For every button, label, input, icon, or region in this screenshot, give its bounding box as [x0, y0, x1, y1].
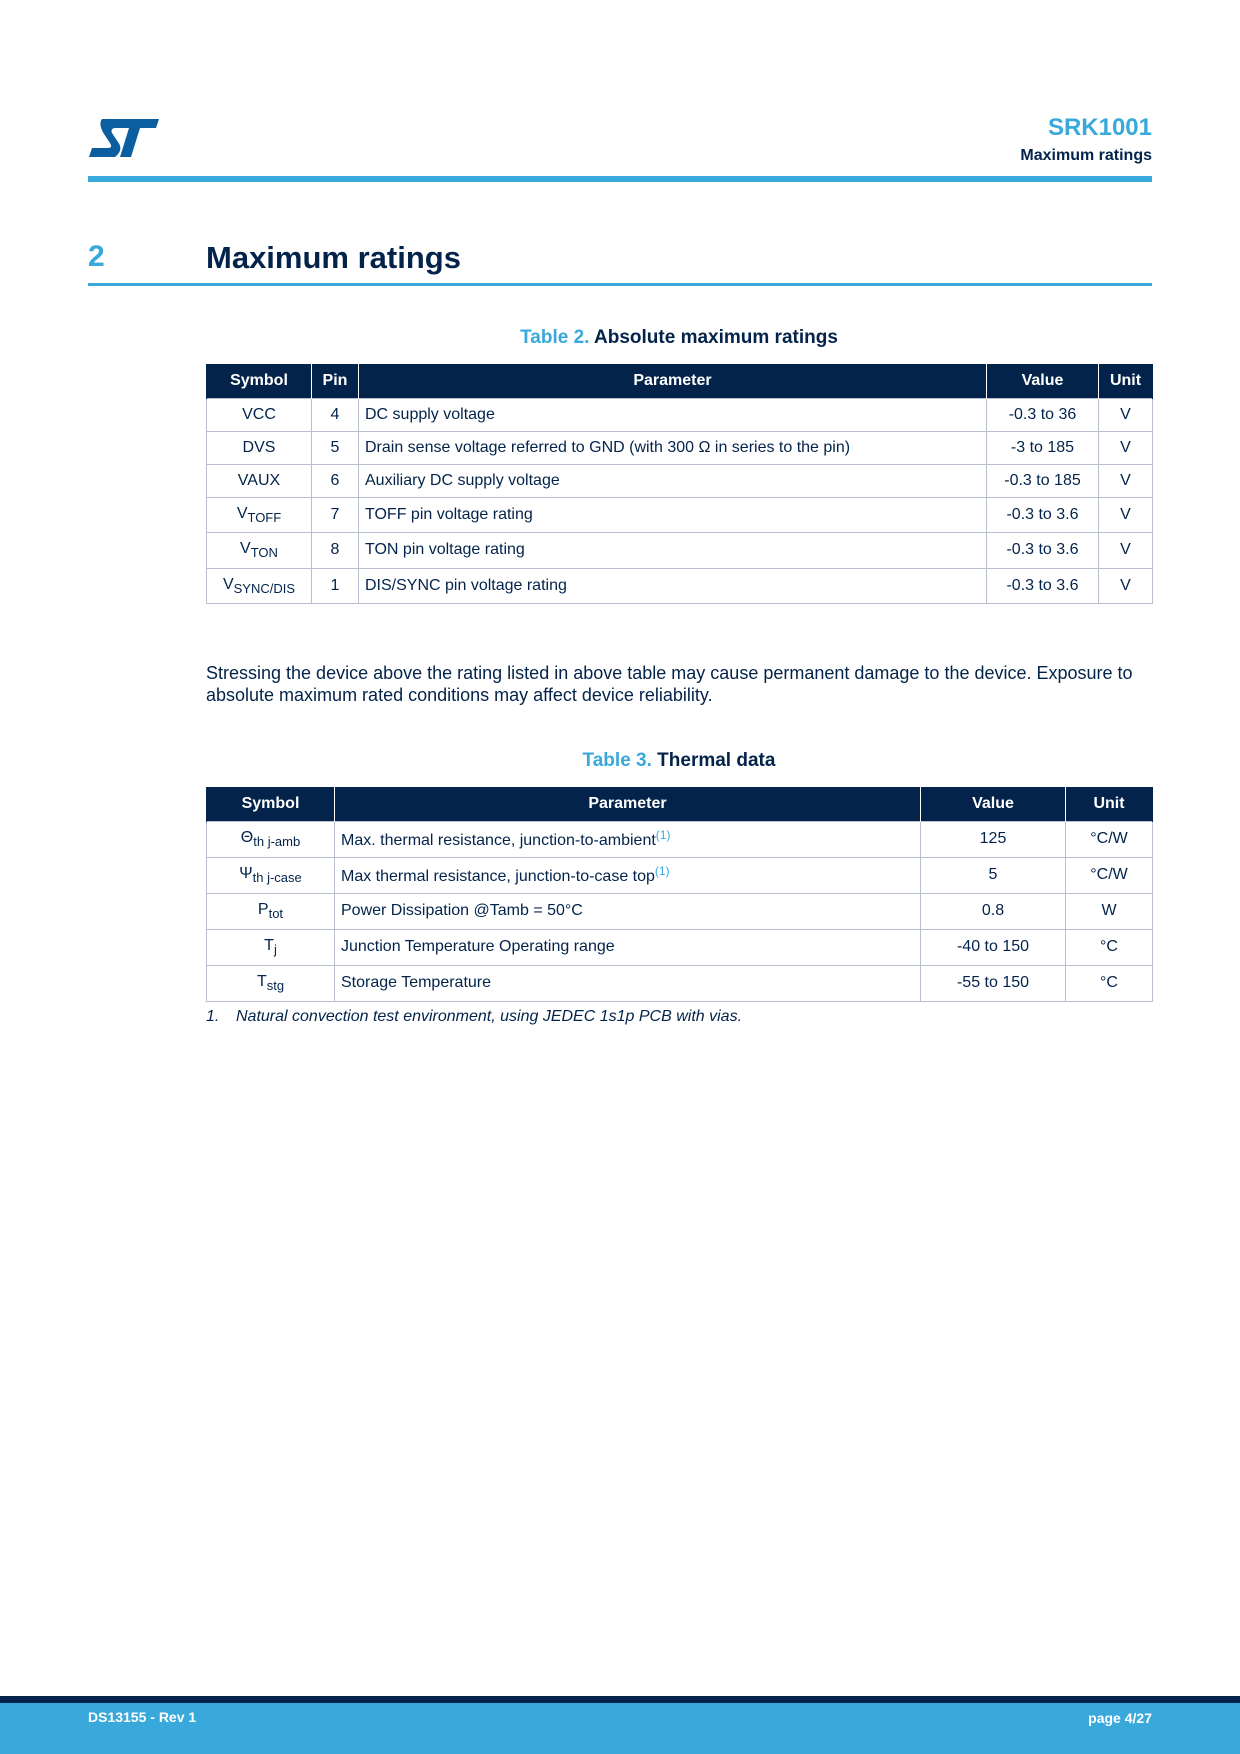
symbol-text: P: [257, 901, 269, 918]
parameter-cell: TOFF pin voltage rating: [359, 497, 987, 533]
table-header-row: [207, 364, 1153, 398]
table2-caption: [206, 327, 1152, 349]
table-row: [207, 568, 1153, 604]
symbol-subscript: stg: [266, 978, 285, 993]
table2-caption-text: Absolute maximum ratings: [594, 327, 838, 348]
unit-cell: V: [1099, 464, 1153, 497]
unit-cell: °C/W: [1066, 821, 1153, 857]
header-divider: [88, 176, 1152, 182]
pin-cell: 7: [312, 497, 359, 533]
table-row: [207, 533, 1153, 569]
symbol-subscript: TOFF: [247, 509, 282, 525]
symbol-subscript: TON: [250, 545, 278, 561]
parameter-cell: Drain sense voltage referred to GND (with 300 Ω in series to the pin): [359, 431, 987, 464]
value-cell: -0.3 to 3.6: [987, 497, 1099, 533]
value-cell: -55 to 150: [921, 965, 1066, 1001]
column-header: Symbol: [207, 364, 312, 398]
table-row: [207, 431, 1153, 464]
column-header: Unit: [1066, 787, 1153, 821]
symbol-cell: [207, 857, 335, 893]
column-header: Value: [987, 364, 1099, 398]
thermal-data-table: [206, 787, 1153, 1002]
symbol-cell: [207, 497, 312, 533]
column-header: Pin: [312, 364, 359, 398]
unit-cell: V: [1099, 533, 1153, 569]
pin-cell: 4: [312, 398, 359, 431]
symbol-text: Ψ: [239, 865, 253, 882]
parameter-text: Max. thermal resistance, junction-to-ambient: [341, 832, 656, 849]
table-row: [207, 893, 1153, 929]
symbol-cell: [207, 398, 312, 431]
symbol-text: VCC: [242, 405, 276, 423]
stress-warning-paragraph: Stressing the device above the rating listed in above table may cause permanent damage to the device. Exposure to absolute maximum rated conditions may affect device reliability.: [206, 663, 1133, 705]
footer-document-id: DS13155 - Rev 1: [88, 1709, 197, 1725]
unit-cell: °C/W: [1066, 857, 1153, 893]
symbol-subscript: th j-amb: [253, 834, 301, 849]
value-cell: 125: [921, 821, 1066, 857]
table3-footnote: [206, 1008, 742, 1026]
value-cell: -0.3 to 3.6: [987, 533, 1099, 569]
table2-caption-label: Table 2.: [520, 327, 590, 348]
parameter-cell: DC supply voltage: [359, 398, 987, 431]
symbol-text: V: [236, 504, 248, 522]
table3-caption: [206, 750, 1152, 772]
unit-cell: °C: [1066, 929, 1153, 965]
symbol-cell: [207, 464, 312, 497]
pin-cell: 1: [312, 568, 359, 604]
symbol-cell: [207, 929, 335, 965]
column-header: Parameter: [335, 787, 921, 821]
unit-cell: W: [1066, 893, 1153, 929]
symbol-text: V: [240, 540, 251, 558]
column-header: Unit: [1099, 364, 1153, 398]
column-header: Value: [921, 787, 1066, 821]
symbol-subscript: j: [273, 942, 277, 957]
footnote-text: Natural convection test environment, using JEDEC 1s1p PCB with vias.: [236, 1008, 743, 1025]
column-header: Symbol: [207, 787, 335, 821]
value-cell: -0.3 to 3.6: [987, 568, 1099, 604]
pin-cell: 8: [312, 533, 359, 569]
table-row: [207, 929, 1153, 965]
pin-cell: 6: [312, 464, 359, 497]
symbol-subscript: tot: [268, 906, 284, 921]
absolute-max-ratings-table: [206, 364, 1153, 604]
footer-top-band: [0, 1696, 1240, 1703]
parameter-cell: Junction Temperature Operating range: [335, 929, 921, 965]
parameter-text: Max thermal resistance, junction-to-case top: [341, 868, 655, 885]
parameter-cell: DIS/SYNC pin voltage rating: [359, 568, 987, 604]
symbol-text: V: [222, 575, 234, 593]
parameter-cell: Power Dissipation @Tamb = 50°C: [335, 893, 921, 929]
table-row: [207, 497, 1153, 533]
table-row: [207, 821, 1153, 857]
footnote-reference[interactable]: (1): [654, 864, 670, 878]
symbol-subscript: SYNC/DIS: [233, 580, 296, 596]
pin-cell: 5: [312, 431, 359, 464]
symbol-cell: [207, 893, 335, 929]
symbol-text: DVS: [242, 438, 276, 456]
section-number: 2: [88, 240, 105, 273]
document-subtitle: Maximum ratings: [1020, 147, 1152, 164]
column-header: Parameter: [359, 364, 987, 398]
unit-cell: °C: [1066, 965, 1153, 1001]
value-cell: 0.8: [921, 893, 1066, 929]
symbol-cell: [207, 533, 312, 569]
table-row: [207, 398, 1153, 431]
footer-page-number: page 4/27: [1088, 1710, 1152, 1726]
symbol-text: VAUX: [237, 471, 281, 489]
symbol-text: T: [264, 937, 274, 954]
table3-caption-text: Thermal data: [657, 750, 776, 771]
symbol-cell: [207, 821, 335, 857]
symbol-cell: [207, 965, 335, 1001]
table-row: [207, 464, 1153, 497]
parameter-cell: Auxiliary DC supply voltage: [359, 464, 987, 497]
value-cell: -0.3 to 36: [987, 398, 1099, 431]
parameter-cell: [335, 857, 921, 893]
parameter-cell: Storage Temperature: [335, 965, 921, 1001]
symbol-cell: [207, 431, 312, 464]
table-row: [207, 965, 1153, 1001]
section-title: Maximum ratings: [206, 240, 461, 275]
footnote-number: 1.: [206, 1008, 220, 1025]
footnote-reference[interactable]: (1): [655, 828, 671, 842]
symbol-subscript: th j-case: [252, 870, 302, 885]
value-cell: 5: [921, 857, 1066, 893]
table-row: [207, 857, 1153, 893]
table-header-row: [207, 787, 1153, 821]
value-cell: -40 to 150: [921, 929, 1066, 965]
st-logo-icon: [88, 118, 160, 158]
symbol-text: Θ: [240, 829, 254, 846]
unit-cell: V: [1099, 431, 1153, 464]
symbol-cell: [207, 568, 312, 604]
section-divider: [88, 283, 1152, 286]
table3-caption-label: Table 3.: [582, 750, 652, 771]
unit-cell: V: [1099, 398, 1153, 431]
symbol-text: T: [256, 973, 267, 990]
unit-cell: V: [1099, 568, 1153, 604]
document-title: SRK1001: [1047, 114, 1152, 141]
value-cell: -3 to 185: [987, 431, 1099, 464]
unit-cell: V: [1099, 497, 1153, 533]
parameter-cell: TON pin voltage rating: [359, 533, 987, 569]
value-cell: -0.3 to 185: [987, 464, 1099, 497]
parameter-cell: [335, 821, 921, 857]
